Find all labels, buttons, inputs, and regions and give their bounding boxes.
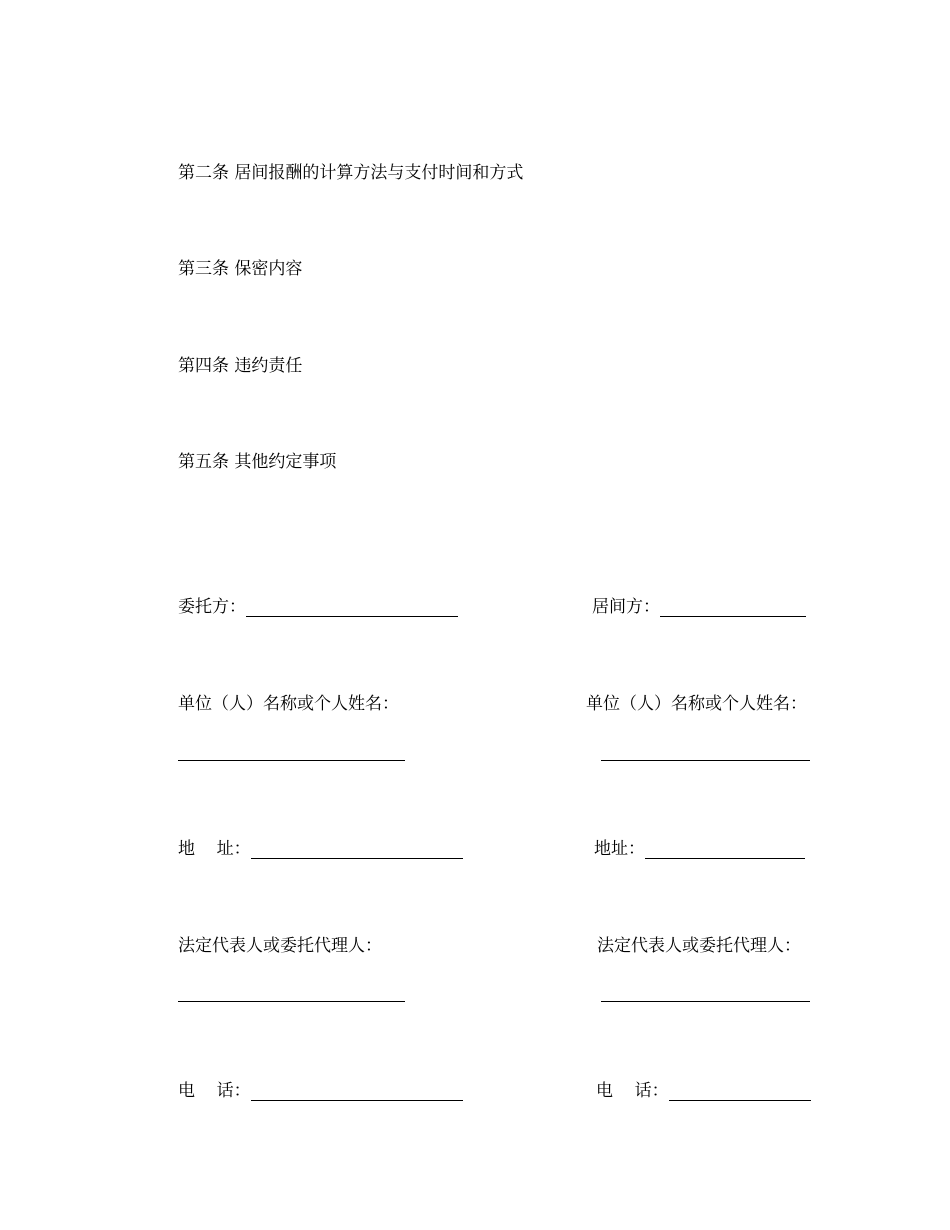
broker-representative-field (597, 936, 801, 956)
broker-party-field (592, 597, 806, 617)
clause-4: 第四条 违约责任 (178, 356, 303, 376)
clause-2: 第二条 居间报酬的计算方法与支付时间和方式 (178, 163, 524, 183)
client-party-label: 委托方： (178, 597, 246, 617)
client-phone-label: 电 话： (178, 1081, 251, 1101)
broker-name-label: 单位（人）名称或个人姓名： (586, 694, 807, 714)
broker-party-blank (660, 600, 806, 617)
client-address-blank (251, 842, 463, 859)
client-party-field (178, 597, 458, 617)
broker-address-blank (645, 842, 805, 859)
clause-3: 第三条 保密内容 (178, 259, 303, 279)
broker-representative-blank (601, 1001, 810, 1002)
broker-address-field (594, 839, 805, 859)
client-phone-field (178, 1081, 463, 1101)
broker-address-label: 地址： (594, 839, 645, 859)
broker-name-field (586, 694, 807, 714)
clause-5: 第五条 其他约定事项 (178, 452, 337, 472)
client-party-blank (246, 600, 458, 617)
client-representative-label: 法定代表人或委托代理人： (178, 936, 382, 956)
broker-phone-blank (669, 1084, 811, 1101)
client-phone-blank (251, 1084, 463, 1101)
broker-phone-field (596, 1081, 811, 1101)
broker-phone-label: 电 话： (596, 1081, 669, 1101)
client-representative-blank (178, 1001, 405, 1002)
broker-name-blank (601, 760, 810, 761)
client-address-field (178, 839, 463, 859)
client-name-blank (178, 760, 405, 761)
client-address-label: 地 址： (178, 839, 251, 859)
client-name-label: 单位（人）名称或个人姓名： (178, 694, 399, 714)
broker-party-label: 居间方： (592, 597, 660, 617)
broker-representative-label: 法定代表人或委托代理人： (597, 936, 801, 956)
client-representative-field (178, 936, 382, 956)
client-name-field (178, 694, 399, 714)
